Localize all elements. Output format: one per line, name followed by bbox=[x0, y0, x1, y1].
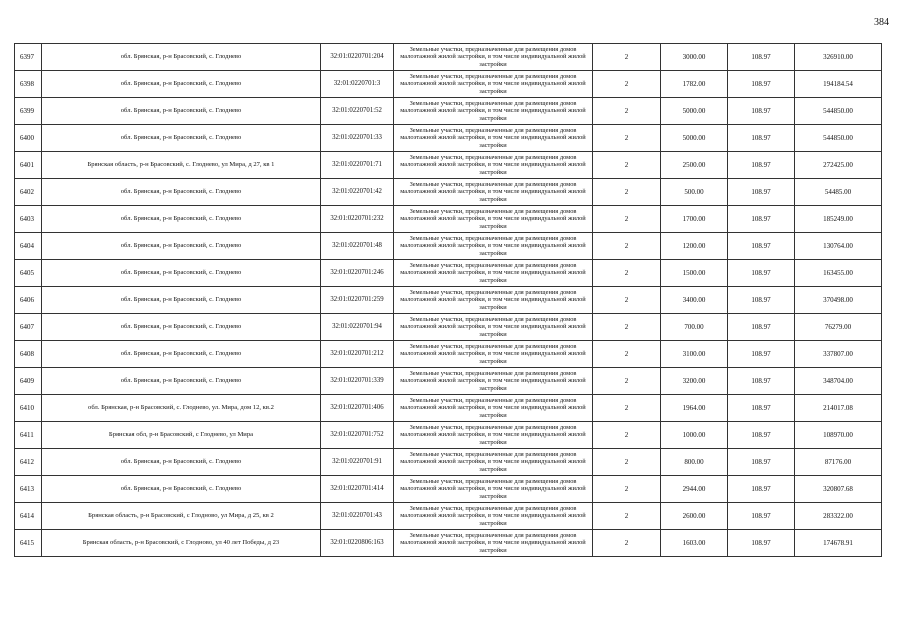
cadastral-number-cell: 32:01:0220701:3 bbox=[321, 71, 394, 98]
cadastral-number-cell: 32:01:0220701:339 bbox=[321, 368, 394, 395]
rate-cell: 108.97 bbox=[728, 260, 795, 287]
cadastral-number-cell: 32:01:0220701:246 bbox=[321, 260, 394, 287]
area-cell: 1700.00 bbox=[661, 206, 728, 233]
rate-cell: 108.97 bbox=[728, 449, 795, 476]
value-cell: 54485.00 bbox=[795, 179, 882, 206]
row-number: 6402 bbox=[15, 179, 42, 206]
table-row bbox=[15, 368, 882, 395]
address-cell: обл. Брянская, р-н Брасовский, с. Глоднево bbox=[42, 44, 321, 71]
address-cell: обл. Брянская, р-н Брасовский, с. Глоднево bbox=[42, 449, 321, 476]
purpose-cell: Земельные участки, предназначенные для размещения домов малоэтажной жилой застройки, в том числе индивидуальной жилой застройки bbox=[394, 422, 593, 449]
value-cell: 544850.00 bbox=[795, 98, 882, 125]
row-number: 6399 bbox=[15, 98, 42, 125]
rate-cell: 108.97 bbox=[728, 314, 795, 341]
address-cell: Брянская обл, р-н Брасовский, с Глоднево, ул Мира bbox=[42, 422, 321, 449]
purpose-cell: Земельные участки, предназначенные для размещения домов малоэтажной жилой застройки, в том числе индивидуальной жилой застройки bbox=[394, 152, 593, 179]
page-number: 384 bbox=[874, 17, 889, 28]
table-row bbox=[15, 71, 882, 98]
address-cell: обл. Брянская, р-н Брасовский, с. Глоднево bbox=[42, 179, 321, 206]
cadastral-number-cell: 32:01:0220701:414 bbox=[321, 476, 394, 503]
purpose-cell: Земельные участки, предназначенные для размещения домов малоэтажной жилой застройки, в том числе индивидуальной жилой застройки bbox=[394, 44, 593, 71]
area-cell: 3400.00 bbox=[661, 287, 728, 314]
area-cell: 2944.00 bbox=[661, 476, 728, 503]
table-row bbox=[15, 395, 882, 422]
rate-cell: 108.97 bbox=[728, 503, 795, 530]
area-cell: 1782.00 bbox=[661, 71, 728, 98]
value-cell: 337807.00 bbox=[795, 341, 882, 368]
category-cell: 2 bbox=[593, 206, 661, 233]
table-row bbox=[15, 422, 882, 449]
category-cell: 2 bbox=[593, 179, 661, 206]
value-cell: 194184.54 bbox=[795, 71, 882, 98]
purpose-cell: Земельные участки, предназначенные для размещения домов малоэтажной жилой застройки, в том числе индивидуальной жилой застройки bbox=[394, 98, 593, 125]
purpose-cell: Земельные участки, предназначенные для размещения домов малоэтажной жилой застройки, в том числе индивидуальной жилой застройки bbox=[394, 179, 593, 206]
address-cell: обл. Брянская, р-н Брасовский, с. Глоднево bbox=[42, 71, 321, 98]
area-cell: 5000.00 bbox=[661, 125, 728, 152]
row-number: 6405 bbox=[15, 260, 42, 287]
purpose-cell: Земельные участки, предназначенные для размещения домов малоэтажной жилой застройки, в том числе индивидуальной жилой застройки bbox=[394, 449, 593, 476]
table-row bbox=[15, 476, 882, 503]
cadastral-number-cell: 32:01:0220701:91 bbox=[321, 449, 394, 476]
address-cell: обл. Брянская, р-н Брасовский, с. Глоднево bbox=[42, 206, 321, 233]
table-row bbox=[15, 503, 882, 530]
category-cell: 2 bbox=[593, 71, 661, 98]
area-cell: 2600.00 bbox=[661, 503, 728, 530]
category-cell: 2 bbox=[593, 395, 661, 422]
purpose-cell: Земельные участки, предназначенные для размещения домов малоэтажной жилой застройки, в том числе индивидуальной жилой застройки bbox=[394, 530, 593, 557]
category-cell: 2 bbox=[593, 152, 661, 179]
rate-cell: 108.97 bbox=[728, 206, 795, 233]
address-cell: обл. Брянская, р-н Брасовский, с. Глоднево bbox=[42, 233, 321, 260]
cadastral-number-cell: 32:01:0220701:406 bbox=[321, 395, 394, 422]
area-cell: 5000.00 bbox=[661, 98, 728, 125]
purpose-cell: Земельные участки, предназначенные для размещения домов малоэтажной жилой застройки, в том числе индивидуальной жилой застройки bbox=[394, 71, 593, 98]
value-cell: 214017.08 bbox=[795, 395, 882, 422]
rate-cell: 108.97 bbox=[728, 152, 795, 179]
purpose-cell: Земельные участки, предназначенные для размещения домов малоэтажной жилой застройки, в том числе индивидуальной жилой застройки bbox=[394, 395, 593, 422]
purpose-cell: Земельные участки, предназначенные для размещения домов малоэтажной жилой застройки, в том числе индивидуальной жилой застройки bbox=[394, 341, 593, 368]
cadastral-number-cell: 32:01:0220701:204 bbox=[321, 44, 394, 71]
cadastral-number-cell: 32:01:0220701:42 bbox=[321, 179, 394, 206]
address-cell: обл. Брянская, р-н Брасовский, с. Глоднево bbox=[42, 476, 321, 503]
row-number: 6401 bbox=[15, 152, 42, 179]
area-cell: 700.00 bbox=[661, 314, 728, 341]
value-cell: 544850.00 bbox=[795, 125, 882, 152]
cadastral-number-cell: 32:01:0220701:212 bbox=[321, 341, 394, 368]
category-cell: 2 bbox=[593, 287, 661, 314]
category-cell: 2 bbox=[593, 368, 661, 395]
value-cell: 108970.00 bbox=[795, 422, 882, 449]
table-body bbox=[15, 44, 882, 557]
row-number: 6407 bbox=[15, 314, 42, 341]
table-row bbox=[15, 206, 882, 233]
cadastral-number-cell: 32:01:0220701:94 bbox=[321, 314, 394, 341]
address-cell: Брянская область, р-н Брасовский, с Глодново, ул Мира, д 25, кв 2 bbox=[42, 503, 321, 530]
purpose-cell: Земельные участки, предназначенные для размещения домов малоэтажной жилой застройки, в том числе индивидуальной жилой застройки bbox=[394, 476, 593, 503]
value-cell: 370498.00 bbox=[795, 287, 882, 314]
purpose-cell: Земельные участки, предназначенные для размещения домов малоэтажной жилой застройки, в том числе индивидуальной жилой застройки bbox=[394, 314, 593, 341]
rate-cell: 108.97 bbox=[728, 530, 795, 557]
row-number: 6411 bbox=[15, 422, 42, 449]
area-cell: 800.00 bbox=[661, 449, 728, 476]
row-number: 6415 bbox=[15, 530, 42, 557]
value-cell: 283322.00 bbox=[795, 503, 882, 530]
value-cell: 272425.00 bbox=[795, 152, 882, 179]
row-number: 6408 bbox=[15, 341, 42, 368]
table-row bbox=[15, 341, 882, 368]
category-cell: 2 bbox=[593, 98, 661, 125]
value-cell: 185249.00 bbox=[795, 206, 882, 233]
cadastral-number-cell: 32:01:0220701:43 bbox=[321, 503, 394, 530]
row-number: 6406 bbox=[15, 287, 42, 314]
value-cell: 174678.91 bbox=[795, 530, 882, 557]
purpose-cell: Земельные участки, предназначенные для размещения домов малоэтажной жилой застройки, в том числе индивидуальной жилой застройки bbox=[394, 368, 593, 395]
row-number: 6413 bbox=[15, 476, 42, 503]
category-cell: 2 bbox=[593, 476, 661, 503]
area-cell: 3100.00 bbox=[661, 341, 728, 368]
category-cell: 2 bbox=[593, 503, 661, 530]
cadastral-number-cell: 32:01:0220701:232 bbox=[321, 206, 394, 233]
cadastral-table bbox=[14, 43, 882, 557]
category-cell: 2 bbox=[593, 530, 661, 557]
table-row bbox=[15, 314, 882, 341]
rate-cell: 108.97 bbox=[728, 395, 795, 422]
value-cell: 348704.00 bbox=[795, 368, 882, 395]
category-cell: 2 bbox=[593, 314, 661, 341]
table-row bbox=[15, 233, 882, 260]
purpose-cell: Земельные участки, предназначенные для размещения домов малоэтажной жилой застройки, в том числе индивидуальной жилой застройки bbox=[394, 125, 593, 152]
value-cell: 320807.68 bbox=[795, 476, 882, 503]
cadastral-number-cell: 32:01:0220806:163 bbox=[321, 530, 394, 557]
table-row bbox=[15, 449, 882, 476]
purpose-cell: Земельные участки, предназначенные для размещения домов малоэтажной жилой застройки, в том числе индивидуальной жилой застройки bbox=[394, 287, 593, 314]
row-number: 6410 bbox=[15, 395, 42, 422]
address-cell: обл. Брянская, р-н Брасовский, с. Глоднево bbox=[42, 125, 321, 152]
table-row bbox=[15, 530, 882, 557]
category-cell: 2 bbox=[593, 233, 661, 260]
purpose-cell: Земельные участки, предназначенные для размещения домов малоэтажной жилой застройки, в том числе индивидуальной жилой застройки bbox=[394, 503, 593, 530]
area-cell: 3200.00 bbox=[661, 368, 728, 395]
cadastral-number-cell: 32:01:0220701:33 bbox=[321, 125, 394, 152]
row-number: 6412 bbox=[15, 449, 42, 476]
rate-cell: 108.97 bbox=[728, 422, 795, 449]
address-cell: обл. Брянская, р-н Брасовский, с. Глоднево bbox=[42, 341, 321, 368]
cadastral-number-cell: 32:01:0220701:48 bbox=[321, 233, 394, 260]
table-row bbox=[15, 125, 882, 152]
area-cell: 2500.00 bbox=[661, 152, 728, 179]
address-cell: обл. Брянская, р-н Брасовский, с. Глоднево bbox=[42, 368, 321, 395]
row-number: 6403 bbox=[15, 206, 42, 233]
row-number: 6414 bbox=[15, 503, 42, 530]
value-cell: 326910.00 bbox=[795, 44, 882, 71]
row-number: 6404 bbox=[15, 233, 42, 260]
row-number: 6397 bbox=[15, 44, 42, 71]
cadastral-number-cell: 32:01:0220701:52 bbox=[321, 98, 394, 125]
category-cell: 2 bbox=[593, 422, 661, 449]
rate-cell: 108.97 bbox=[728, 71, 795, 98]
purpose-cell: Земельные участки, предназначенные для размещения домов малоэтажной жилой застройки, в том числе индивидуальной жилой застройки bbox=[394, 206, 593, 233]
rate-cell: 108.97 bbox=[728, 233, 795, 260]
value-cell: 130764.00 bbox=[795, 233, 882, 260]
rate-cell: 108.97 bbox=[728, 341, 795, 368]
table-row bbox=[15, 152, 882, 179]
rate-cell: 108.97 bbox=[728, 44, 795, 71]
purpose-cell: Земельные участки, предназначенные для размещения домов малоэтажной жилой застройки, в том числе индивидуальной жилой застройки bbox=[394, 233, 593, 260]
rate-cell: 108.97 bbox=[728, 179, 795, 206]
area-cell: 1000.00 bbox=[661, 422, 728, 449]
purpose-cell: Земельные участки, предназначенные для размещения домов малоэтажной жилой застройки, в том числе индивидуальной жилой застройки bbox=[394, 260, 593, 287]
address-cell: обл. Брянская, р-н Брасовский, с. Глоднево bbox=[42, 260, 321, 287]
table-row bbox=[15, 98, 882, 125]
table-row bbox=[15, 179, 882, 206]
address-cell: обл. Брянская, р-н Брасовский, с. Глоднево bbox=[42, 98, 321, 125]
address-cell: обл. Брянская, р-н Брасовский, с. Глоднево bbox=[42, 287, 321, 314]
rate-cell: 108.97 bbox=[728, 125, 795, 152]
row-number: 6398 bbox=[15, 71, 42, 98]
category-cell: 2 bbox=[593, 125, 661, 152]
table-row bbox=[15, 287, 882, 314]
address-cell: обл. Брянская, р-н Брасовский, с. Глоднево, ул. Мира, дом 12, кв.2 bbox=[42, 395, 321, 422]
cadastral-number-cell: 32:01:0220701:71 bbox=[321, 152, 394, 179]
value-cell: 87176.00 bbox=[795, 449, 882, 476]
address-cell: Брянская область, р-н Брасовский, с. Глоднево, ул Мира, д 27, кв 1 bbox=[42, 152, 321, 179]
area-cell: 3000.00 bbox=[661, 44, 728, 71]
cadastral-number-cell: 32:01:0220701:752 bbox=[321, 422, 394, 449]
category-cell: 2 bbox=[593, 260, 661, 287]
category-cell: 2 bbox=[593, 341, 661, 368]
row-number: 6400 bbox=[15, 125, 42, 152]
area-cell: 1500.00 bbox=[661, 260, 728, 287]
row-number: 6409 bbox=[15, 368, 42, 395]
cadastral-number-cell: 32:01:0220701:259 bbox=[321, 287, 394, 314]
area-cell: 500.00 bbox=[661, 179, 728, 206]
area-cell: 1200.00 bbox=[661, 233, 728, 260]
category-cell: 2 bbox=[593, 44, 661, 71]
table-row bbox=[15, 44, 882, 71]
rate-cell: 108.97 bbox=[728, 98, 795, 125]
category-cell: 2 bbox=[593, 449, 661, 476]
value-cell: 163455.00 bbox=[795, 260, 882, 287]
value-cell: 76279.00 bbox=[795, 314, 882, 341]
area-cell: 1964.00 bbox=[661, 395, 728, 422]
address-cell: Брянская область, р-н Брасовский, с Глодново, ул 40 лет Победы, д 23 bbox=[42, 530, 321, 557]
area-cell: 1603.00 bbox=[661, 530, 728, 557]
rate-cell: 108.97 bbox=[728, 287, 795, 314]
address-cell: обл. Брянская, р-н Брасовский, с. Глоднево bbox=[42, 314, 321, 341]
table-row bbox=[15, 260, 882, 287]
rate-cell: 108.97 bbox=[728, 476, 795, 503]
rate-cell: 108.97 bbox=[728, 368, 795, 395]
